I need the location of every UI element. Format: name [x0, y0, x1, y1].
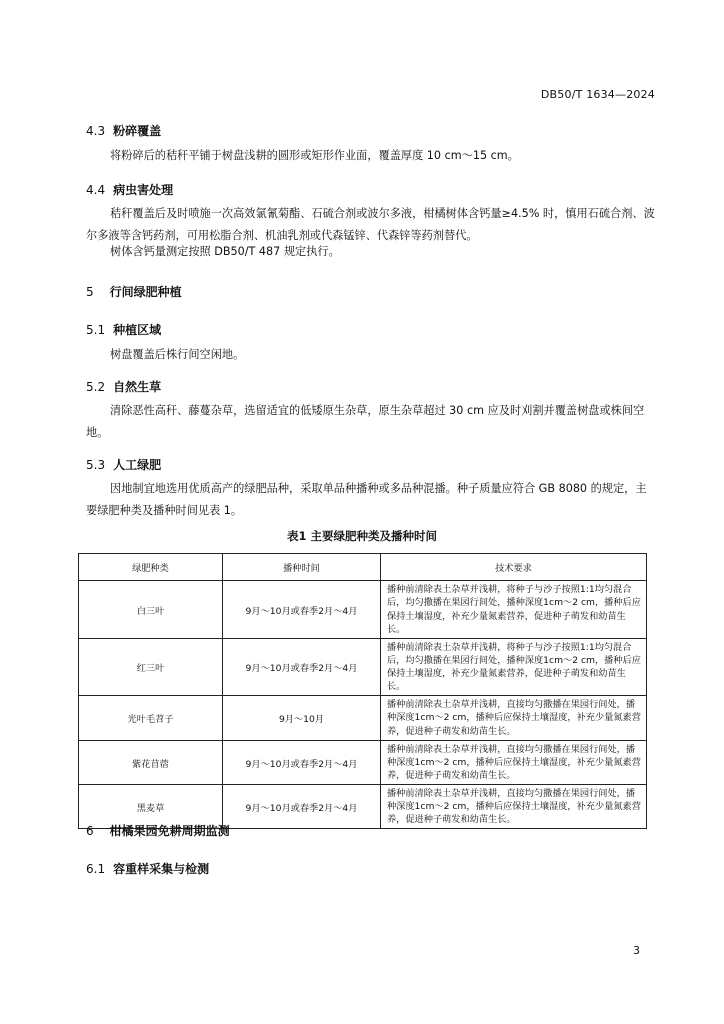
cell-time: 9月～10月 [223, 696, 381, 741]
section-heading-6 [86, 822, 230, 839]
table-title: 表1 主要绿肥种类及播种时间 [286, 529, 437, 543]
section-number: 5.2 [86, 380, 106, 394]
cell-requirements: 播种前清除表土杂草并浅耕，直接均匀撒播在果园行间处，播种深度1cm～2 cm，播种后应保持土壤湿度，补充少量氮素营养，促进种子萌发和幼苗生长。 [381, 696, 647, 741]
paragraph-5-1 [86, 344, 656, 366]
section-title: 粉碎覆盖 [113, 124, 162, 138]
table-header-row [79, 554, 647, 581]
header-requirements: 技术要求 [381, 554, 647, 581]
paragraph-text: 树体含钙量测定按照 DB50/T 487 规定执行。 [110, 245, 340, 258]
section-heading-5-2 [86, 378, 161, 395]
cell-type: 光叶毛苕子 [79, 696, 223, 741]
section-title: 人工绿肥 [113, 458, 162, 472]
header-time: 播种时间 [223, 554, 381, 581]
section-number: 5 [86, 285, 94, 299]
paragraph-text: 秸秆覆盖后及时喷施一次高效氯氰菊酯、石硫合剂或波尔多液，柑橘树体含钙量≥4.5% 时，慎用石硫合剂、波尔多液等含钙药剂，可用松脂合剂、机油乳剂或代森锰锌、代森锌等药剂替代。 [86, 207, 655, 242]
section-number: 6 [86, 824, 94, 838]
document-code: DB50/T 1634—2024 [540, 88, 655, 101]
section-heading-5 [86, 283, 182, 300]
table-row [79, 741, 647, 785]
section-title: 种植区域 [113, 323, 162, 337]
cell-time: 9月～10月或春季2月～4月 [223, 785, 381, 829]
section-heading-4-3 [86, 122, 161, 139]
section-heading-5-1 [86, 321, 161, 338]
paragraph-4-4-2 [86, 241, 656, 263]
section-number: 6.1 [86, 862, 106, 876]
section-number: 5.3 [86, 458, 106, 472]
green-manure-table [78, 553, 647, 829]
cell-type: 紫花苜蓿 [79, 741, 223, 785]
section-heading-5-3 [86, 456, 161, 473]
section-heading-4-4 [86, 181, 173, 198]
table-row [79, 581, 647, 639]
cell-time: 9月～10月或春季2月～4月 [223, 741, 381, 785]
paragraph-4-3 [86, 145, 656, 167]
header-type: 绿肥种类 [79, 554, 223, 581]
cell-type: 红三叶 [79, 639, 223, 696]
cell-requirements: 播种前清除表土杂草并浅耕，直接均匀撒播在果园行间处，播种深度1cm～2 cm，播种后应保持土壤湿度，补充少量氮素营养，促进种子萌发和幼苗生长。 [381, 741, 647, 785]
section-number: 4.4 [86, 183, 106, 197]
paragraph-5-3 [86, 478, 656, 522]
cell-time: 9月～10月或春季2月～4月 [223, 581, 381, 639]
section-title: 容重样采集与检测 [113, 862, 210, 876]
paragraph-text: 因地制宜地选用优质高产的绿肥品种，采取单品种播种或多品种混播。种子质量应符合 GB 8080 的规定，主要绿肥种类及播种时间见表 1。 [86, 482, 647, 517]
section-title: 行间绿肥种植 [109, 285, 182, 299]
table-row [79, 696, 647, 741]
section-title: 柑橘果园免耕周期监测 [109, 824, 230, 838]
section-title: 自然生草 [113, 380, 162, 394]
section-title: 病虫害处理 [113, 183, 174, 197]
section-number: 4.3 [86, 124, 106, 138]
cell-type: 黑麦草 [79, 785, 223, 829]
paragraph-text: 清除恶性高秆、藤蔓杂草，选留适宜的低矮原生杂草，原生杂草超过 30 cm 应及时刈割并覆盖树盘或株间空地。 [86, 404, 645, 439]
cell-requirements: 播种前清除表土杂草并浅耕，将种子与沙子按照1:1均匀混合后，均匀撒播在果园行间处，播种深度1cm～2 cm，播种后应保持土壤湿度，补充少量氮素营养，促进种子萌发和幼苗生长。 [381, 639, 647, 696]
cell-time: 9月～10月或春季2月～4月 [223, 639, 381, 696]
page-number: 3 [633, 944, 640, 957]
section-heading-6-1 [86, 860, 209, 877]
cell-requirements: 播种前清除表土杂草并浅耕，将种子与沙子按照1:1均匀混合后，均匀撒播在果园行间处，播种深度1cm～2 cm，播种后应保持土壤湿度，补充少量氮素营养，促进种子萌发和幼苗生长。 [381, 581, 647, 639]
paragraph-text: 树盘覆盖后株行间空闲地。 [110, 348, 245, 361]
table-row [79, 639, 647, 696]
section-number: 5.1 [86, 323, 106, 337]
paragraph-text: 将粉碎后的秸秆平铺于树盘浅耕的圆形或矩形作业面，覆盖厚度 10 cm～15 cm。 [110, 149, 519, 162]
cell-requirements: 播种前清除表土杂草并浅耕，直接均匀撒播在果园行间处，播种深度1cm～2 cm，播种后应保持土壤湿度，补充少量氮素营养，促进种子萌发和幼苗生长。 [381, 785, 647, 829]
cell-type: 白三叶 [79, 581, 223, 639]
paragraph-5-2 [86, 400, 656, 444]
